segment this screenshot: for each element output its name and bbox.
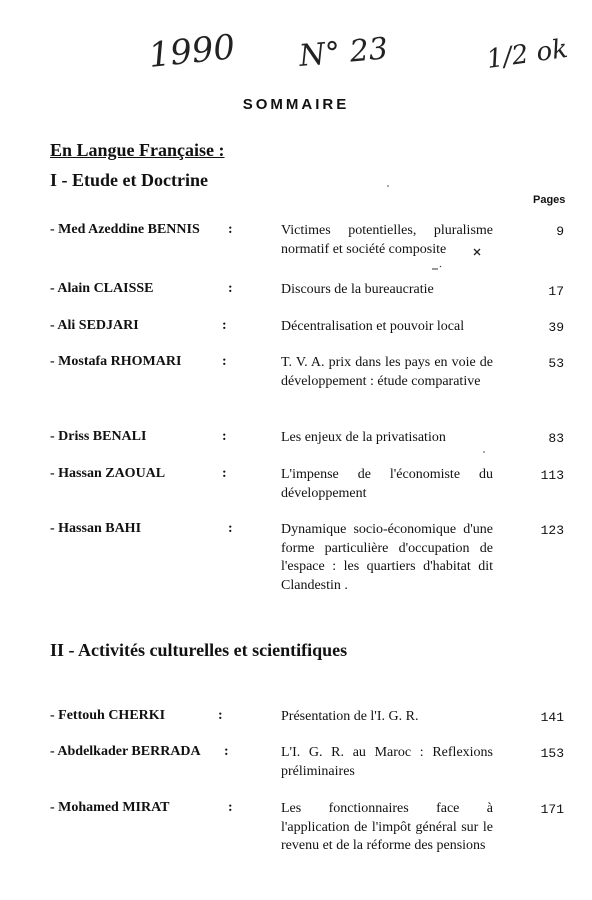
- toc-page-number: 171: [540, 802, 564, 817]
- language-heading: En Langue Française :: [50, 140, 225, 160]
- handwritten-annotation: [0, 22, 592, 82]
- toc-separator: :: [228, 222, 233, 237]
- toc-author: - Hassan BAHI: [50, 521, 142, 536]
- toc-separator: :: [218, 708, 223, 723]
- toc-title: Dynamique socio-économique d'une forme particulière d'occupation de l'espace : les quartiers d'habitat dit Clandestin .: [281, 522, 493, 593]
- toc-title: Discours de la bureaucratie: [281, 282, 434, 297]
- toc-separator: :: [222, 354, 227, 369]
- toc-separator: :: [222, 318, 227, 333]
- toc-title: L'I. G. R. au Maroc : Reflexions préliminaires: [281, 745, 493, 779]
- toc-page-number: 141: [540, 710, 564, 725]
- toc-author: - Alain CLAISSE: [50, 281, 154, 296]
- toc-page-number: 83: [548, 431, 564, 446]
- pages-column-header: Pages: [533, 194, 566, 206]
- toc-separator: :: [228, 800, 233, 815]
- toc-page-number: 39: [548, 320, 564, 335]
- toc-author: - Med Azeddine BENNIS: [50, 222, 200, 237]
- toc-title: Victimes potentielles, pluralisme normatif et société composite: [281, 223, 493, 257]
- handwritten-note: 1/2 ok: [484, 33, 570, 75]
- handwritten-number: N° 23: [297, 31, 390, 74]
- pen-mark: [432, 266, 441, 269]
- toc-author: - Abdelkader BERRADA: [50, 744, 201, 759]
- page-title: SOMMAIRE: [242, 96, 350, 113]
- handwritten-year: 1990: [146, 27, 237, 76]
- toc-separator: :: [222, 466, 227, 481]
- dust-mark: [387, 185, 389, 187]
- toc-author: - Mohamed MIRAT: [50, 800, 170, 815]
- toc-author: - Ali SEDJARI: [50, 318, 139, 333]
- section-heading-1: I - Etude et Doctrine: [50, 170, 208, 190]
- toc-title: Présentation de l'I. G. R.: [281, 709, 419, 724]
- toc-separator: :: [228, 521, 233, 536]
- toc-author: - Hassan ZAOUAL: [50, 466, 166, 481]
- toc-separator: :: [228, 281, 233, 296]
- toc-separator: :: [222, 429, 227, 444]
- toc-author: - Driss BENALI: [50, 429, 147, 444]
- toc-author: - Mostafa RHOMARI: [50, 354, 182, 369]
- toc-page-number: 17: [548, 284, 564, 299]
- toc-author: - Fettouh CHERKI: [50, 708, 166, 723]
- toc-page-number: 153: [540, 746, 564, 761]
- dust-mark: [483, 451, 485, 453]
- toc-page-number: 53: [548, 356, 564, 371]
- toc-page-number: 113: [540, 468, 564, 483]
- section-heading-2: II - Activités culturelles et scientifiques: [50, 640, 348, 660]
- toc-separator: :: [224, 744, 229, 759]
- toc-title: Décentralisation et pouvoir local: [281, 319, 465, 334]
- toc-title: T. V. A. prix dans les pays en voie de développement : étude comparative: [281, 355, 493, 389]
- toc-title: L'impense de l'économiste du développement: [281, 467, 493, 501]
- toc-page-number: 123: [540, 523, 564, 538]
- toc-title: Les enjeux de la privatisation: [281, 430, 446, 445]
- handwriting-svg: [0, 22, 592, 82]
- toc-page-number: 9: [556, 224, 564, 239]
- toc-title: Les fonctionnaires face à l'application de l'impôt général sur le revenu et de la réforme des pensions: [281, 801, 493, 853]
